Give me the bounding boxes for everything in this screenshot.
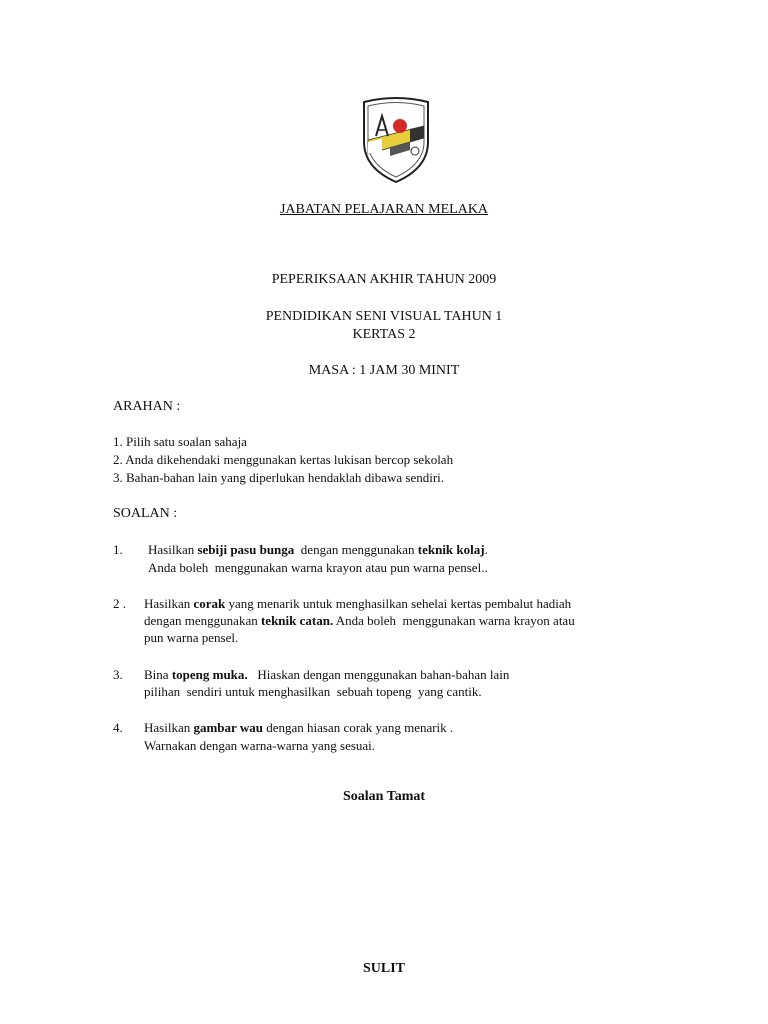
- text: Hasilkan: [144, 596, 194, 611]
- question-4-line-1: [144, 719, 453, 737]
- question-3-number: 3.: [113, 667, 123, 682]
- question-4-number: 4.: [113, 720, 123, 735]
- text: dengan menggunakan: [294, 542, 418, 557]
- keyword: topeng muka.: [171, 667, 248, 682]
- classification-text: SULIT: [362, 961, 406, 976]
- paper-title: KERTAS 2: [352, 327, 416, 342]
- text: Hiaskan dengan menggunakan bahan-bahan lain: [247, 667, 510, 682]
- text: Hasilkan: [144, 720, 194, 735]
- duration: MASA : 1 JAM 30 MINIT: [308, 363, 460, 378]
- question-2-number: 2 .: [113, 596, 126, 611]
- instruction-item: 1. Pilih satu soalan sahaja: [113, 434, 247, 449]
- end-of-questions: [0, 788, 768, 806]
- school-crest-logo: [360, 96, 432, 184]
- keyword: gambar wau: [193, 720, 263, 735]
- subject-title: PENDIDIKAN SENI VISUAL TAHUN 1: [265, 309, 503, 324]
- instructions-heading: ARAHAN :: [113, 399, 181, 414]
- question-2-line-2: [144, 612, 575, 630]
- text: dengan hiasan corak yang menarik .: [262, 720, 454, 735]
- text: .: [484, 542, 488, 557]
- instruction-item: 3. Bahan-bahan lain yang diperlukan hendaklah dibawa sendiri.: [113, 470, 445, 485]
- question-3-line-1: [144, 666, 509, 684]
- text: Bina: [144, 667, 172, 682]
- keyword: sebiji pasu bunga: [197, 542, 295, 557]
- question-2-line-1: [144, 595, 571, 613]
- question-4-line-2: Warnakan dengan warna-warna yang sesuai.: [144, 738, 376, 753]
- question-1-line-2: Anda boleh menggunakan warna krayon atau pun warna pensel..: [148, 560, 488, 575]
- questions-heading: SOALAN :: [113, 506, 178, 521]
- end-label: Soalan Tamat: [342, 789, 426, 804]
- text: Hasilkan: [148, 542, 198, 557]
- question-1-number: 1.: [113, 542, 123, 557]
- instruction-item: 2. Anda dikehendaki menggunakan kertas lukisan bercop sekolah: [113, 452, 454, 467]
- text: Anda boleh menggunakan warna krayon atau: [333, 613, 575, 628]
- question-2-line-3: pun warna pensel.: [144, 630, 239, 645]
- keyword: corak: [193, 596, 226, 611]
- keyword: teknik kolaj: [417, 542, 485, 557]
- exam-title: PEPERIKSAAN AKHIR TAHUN 2009: [271, 272, 497, 287]
- classification-label: [0, 960, 768, 978]
- text: yang menarik untuk menghasilkan sehelai kertas pembalut hadiah: [225, 596, 572, 611]
- keyword: teknik catan.: [260, 613, 334, 628]
- question-1-line-1: [148, 541, 488, 559]
- text: dengan menggunakan: [144, 613, 261, 628]
- question-3-line-2: pilihan sendiri untuk menghasilkan sebuah topeng yang cantik.: [144, 684, 482, 699]
- department-heading: JABATAN PELAJARAN MELAKA: [279, 202, 489, 217]
